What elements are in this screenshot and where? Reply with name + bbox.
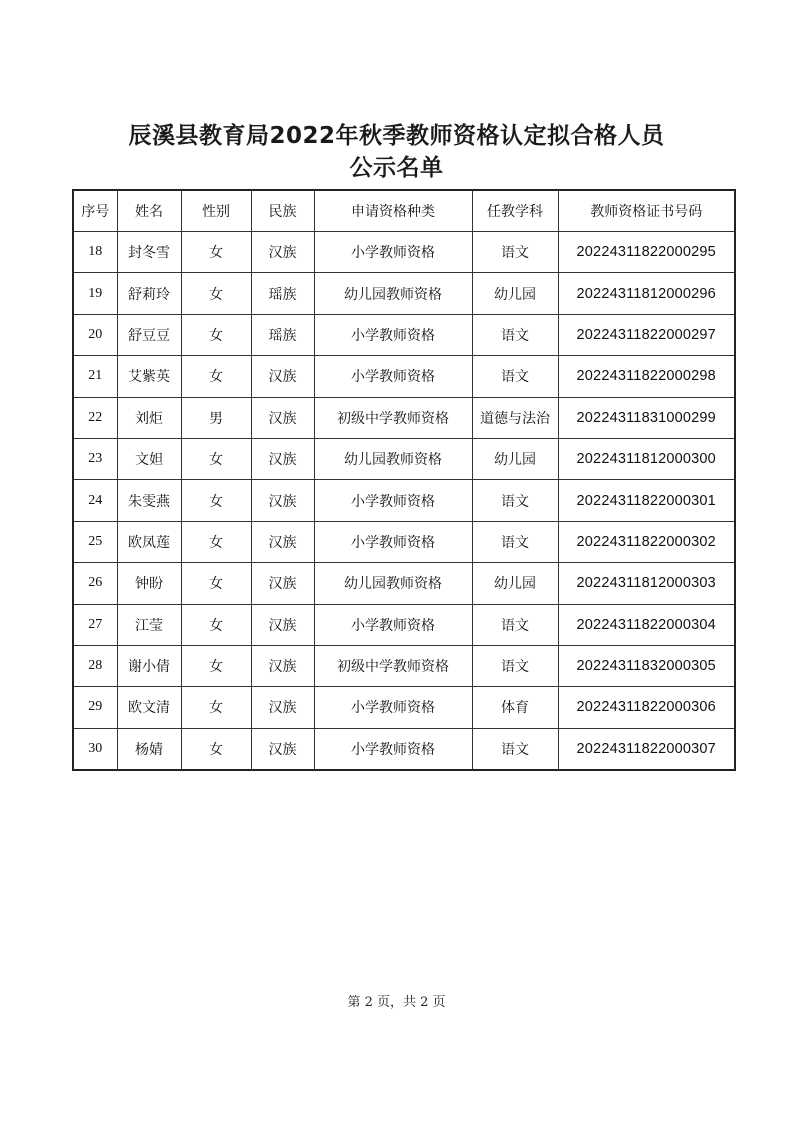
table-row <box>73 687 735 728</box>
cell-seq: 23 <box>73 438 117 479</box>
cell-ethnicity: 汉族 <box>251 687 314 728</box>
cell-gender: 女 <box>181 438 251 479</box>
cell-seq: 26 <box>73 563 117 604</box>
cell-qualification: 小学教师资格 <box>314 604 472 645</box>
cell-subject: 幼儿园 <box>472 563 558 604</box>
cell-subject: 语文 <box>472 356 558 397</box>
cell-name: 谢小倩 <box>117 645 181 686</box>
cell-gender: 女 <box>181 356 251 397</box>
cell-certificate: 20224311822000298 <box>558 356 735 397</box>
cell-qualification: 幼儿园教师资格 <box>314 438 472 479</box>
cell-ethnicity: 汉族 <box>251 356 314 397</box>
cell-certificate: 20224311831000299 <box>558 397 735 438</box>
cell-ethnicity: 汉族 <box>251 480 314 521</box>
cell-seq: 18 <box>73 232 117 273</box>
cell-qualification: 小学教师资格 <box>314 356 472 397</box>
cell-certificate: 20224311822000307 <box>558 728 735 770</box>
cell-name: 舒莉玲 <box>117 273 181 314</box>
cell-subject: 语文 <box>472 232 558 273</box>
cell-gender: 女 <box>181 273 251 314</box>
cell-name: 欧凤莲 <box>117 521 181 562</box>
cell-certificate: 20224311822000301 <box>558 480 735 521</box>
cell-ethnicity: 汉族 <box>251 563 314 604</box>
header-subject: 任教学科 <box>472 190 558 232</box>
cell-seq: 28 <box>73 645 117 686</box>
cell-ethnicity: 汉族 <box>251 604 314 645</box>
table-row <box>73 604 735 645</box>
cell-gender: 女 <box>181 687 251 728</box>
cell-name: 朱雯燕 <box>117 480 181 521</box>
cell-ethnicity: 汉族 <box>251 521 314 562</box>
table-row <box>73 397 735 438</box>
table-row <box>73 521 735 562</box>
cell-name: 封冬雪 <box>117 232 181 273</box>
cell-qualification: 小学教师资格 <box>314 728 472 770</box>
header-qualification: 申请资格种类 <box>314 190 472 232</box>
cell-seq: 19 <box>73 273 117 314</box>
cell-qualification: 初级中学教师资格 <box>314 645 472 686</box>
cell-certificate: 20224311822000302 <box>558 521 735 562</box>
cell-name: 杨婧 <box>117 728 181 770</box>
cell-ethnicity: 汉族 <box>251 438 314 479</box>
cell-ethnicity: 瑶族 <box>251 314 314 355</box>
cell-seq: 21 <box>73 356 117 397</box>
cell-gender: 女 <box>181 645 251 686</box>
cell-name: 舒豆豆 <box>117 314 181 355</box>
cell-seq: 29 <box>73 687 117 728</box>
cell-subject: 语文 <box>472 480 558 521</box>
table-row <box>73 645 735 686</box>
cell-gender: 男 <box>181 397 251 438</box>
cell-qualification: 幼儿园教师资格 <box>314 563 472 604</box>
cell-gender: 女 <box>181 521 251 562</box>
cell-name: 欧文清 <box>117 687 181 728</box>
table-row <box>73 314 735 355</box>
cell-gender: 女 <box>181 314 251 355</box>
table-row <box>73 273 735 314</box>
cell-certificate: 20224311832000305 <box>558 645 735 686</box>
cell-name: 刘炬 <box>117 397 181 438</box>
cell-certificate: 20224311822000297 <box>558 314 735 355</box>
cell-qualification: 小学教师资格 <box>314 232 472 273</box>
cell-gender: 女 <box>181 232 251 273</box>
cell-seq: 24 <box>73 480 117 521</box>
cell-qualification: 小学教师资格 <box>314 521 472 562</box>
cell-subject: 道德与法治 <box>472 397 558 438</box>
cell-qualification: 小学教师资格 <box>314 314 472 355</box>
cell-gender: 女 <box>181 604 251 645</box>
cell-subject: 语文 <box>472 521 558 562</box>
cell-qualification: 小学教师资格 <box>314 480 472 521</box>
cell-subject: 语文 <box>472 645 558 686</box>
cell-ethnicity: 瑶族 <box>251 273 314 314</box>
table-row <box>73 438 735 479</box>
header-certificate: 教师资格证书号码 <box>558 190 735 232</box>
header-gender: 性别 <box>181 190 251 232</box>
page-number: 第 2 页，共 2 页 <box>347 995 446 1010</box>
cell-certificate: 20224311822000304 <box>558 604 735 645</box>
cell-certificate: 20224311812000303 <box>558 563 735 604</box>
cell-subject: 语文 <box>472 314 558 355</box>
cell-qualification: 幼儿园教师资格 <box>314 273 472 314</box>
cell-gender: 女 <box>181 728 251 770</box>
table-row <box>73 480 735 521</box>
table-row <box>73 356 735 397</box>
cell-name: 江莹 <box>117 604 181 645</box>
cell-certificate: 20224311822000295 <box>558 232 735 273</box>
cell-subject: 幼儿园 <box>472 273 558 314</box>
candidate-table <box>72 189 736 771</box>
cell-ethnicity: 汉族 <box>251 397 314 438</box>
cell-subject: 语文 <box>472 728 558 770</box>
table-row <box>73 232 735 273</box>
cell-seq: 22 <box>73 397 117 438</box>
cell-certificate: 20224311822000306 <box>558 687 735 728</box>
cell-seq: 20 <box>73 314 117 355</box>
document-title: 辰溪县教育局2022年秋季教师资格认定拟合格人员 <box>128 123 665 149</box>
cell-ethnicity: 汉族 <box>251 645 314 686</box>
table-row <box>73 563 735 604</box>
header-ethnicity: 民族 <box>251 190 314 232</box>
cell-name: 文妲 <box>117 438 181 479</box>
cell-seq: 25 <box>73 521 117 562</box>
header-seq: 序号 <box>73 190 117 232</box>
cell-certificate: 20224311812000300 <box>558 438 735 479</box>
cell-seq: 27 <box>73 604 117 645</box>
table-header-row <box>73 190 735 232</box>
cell-ethnicity: 汉族 <box>251 728 314 770</box>
cell-subject: 幼儿园 <box>472 438 558 479</box>
cell-name: 艾紫英 <box>117 356 181 397</box>
cell-subject: 语文 <box>472 604 558 645</box>
document-subtitle: 公示名单 <box>349 155 444 181</box>
cell-qualification: 小学教师资格 <box>314 687 472 728</box>
cell-certificate: 20224311812000296 <box>558 273 735 314</box>
cell-seq: 30 <box>73 728 117 770</box>
header-name: 姓名 <box>117 190 181 232</box>
cell-gender: 女 <box>181 563 251 604</box>
cell-ethnicity: 汉族 <box>251 232 314 273</box>
cell-subject: 体育 <box>472 687 558 728</box>
cell-gender: 女 <box>181 480 251 521</box>
cell-name: 钟盼 <box>117 563 181 604</box>
cell-qualification: 初级中学教师资格 <box>314 397 472 438</box>
table-row <box>73 728 735 770</box>
